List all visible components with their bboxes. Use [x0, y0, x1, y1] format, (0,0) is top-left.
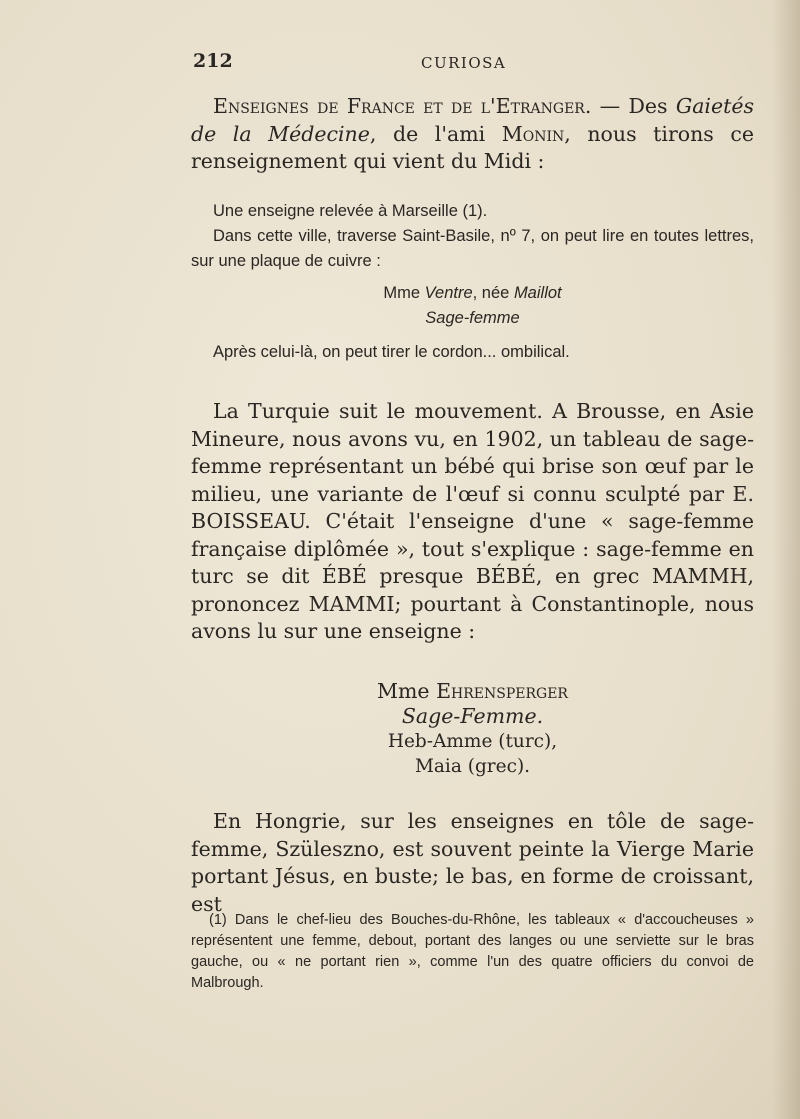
sign2-title: Sage-Femme.: [401, 704, 544, 728]
sign1-title: Sage-femme: [425, 309, 520, 327]
page-number: 212: [193, 50, 233, 72]
sign1-name-line: [191, 281, 754, 306]
sign1-prefix: Mme: [383, 284, 425, 302]
footnote-text: (1) Dans le chef-lieu des Bouches-du-Rhône, les tableaux « d'accoucheuses » représentent une femme, debout, portant des langes ou une serviette sur le bras gauche, ou « ne portant rien », comme l'un des quatre officiers du convoi de Malbrough.: [191, 912, 754, 991]
intro-title: Enseignes de France et de l'Etranger.: [213, 94, 592, 118]
sign2-name: Ehrensperger: [436, 679, 568, 703]
sign2-turkish: Heb-Amme (turc),: [387, 731, 558, 752]
quote1-line1: Une enseigne relevée à Marseille (1).: [213, 202, 488, 220]
intro-dash: — Des: [591, 94, 676, 118]
quote1-line2: Dans cette ville, traverse Saint-Basile, nº 7, on peut lire en toutes lettres, sur une plaque de cuivre :: [191, 227, 754, 270]
paragraph-turquie-text: La Turquie suit le mouvement. A Brousse, en Asie Mineure, nous avons vu, en 1902, un tableau de sage-femme représentant un bébé qui brise son œuf par le milieu, une variante de l'œuf si connu sculpté par E. BOISSEAU. C'était l'enseigne d'une « sage-femme française diplômée », tout s'explique : sage-femme en turc se dit ÉBÉ presque BÉBÉ, en grec MAMMH, prononcez MAMMI; pourtant à Constantinople, nous avons lu sur une enseigne :: [191, 399, 754, 643]
sign2-prefix: Mme: [377, 679, 437, 703]
sign-ehrensperger: [191, 679, 754, 779]
sign1-mid: , née: [472, 284, 514, 302]
paragraph-turquie: [191, 398, 754, 646]
sign1-name: Ventre: [424, 284, 473, 302]
footnote: [191, 910, 754, 994]
intro-end: , nous tirons ce renseignement qui vient du Midi :: [191, 121, 754, 173]
quote1-closing: Après celui-là, on peut tirer le cordon... ombilical.: [213, 343, 570, 361]
sign2-title-line: [191, 704, 754, 729]
intro-middle: , de l'ami: [369, 121, 502, 146]
sign1-title-line: [191, 306, 754, 331]
running-title: CURIOSA: [421, 54, 507, 72]
intro-paragraph: [191, 93, 754, 176]
sign2-name-line: [191, 679, 754, 704]
quote-marseille: [191, 199, 754, 365]
paragraph-hongrie-text: En Hongrie, sur les enseignes en tôle de sage-femme, Szüleszno, est souvent peinte la Vierge Marie portant Jésus, en buste; le bas, en forme de croissant, est: [191, 809, 754, 916]
paragraph-hongrie: [191, 808, 754, 918]
page-header: [193, 50, 753, 80]
intro-book-title: Gaietés de la Médecine: [191, 94, 755, 146]
page-edge-shadow: [772, 0, 800, 1119]
intro-author: Monin: [501, 121, 565, 146]
sign1-maiden: Maillot: [513, 284, 562, 302]
sign2-greek: Maia (grec).: [414, 756, 531, 777]
